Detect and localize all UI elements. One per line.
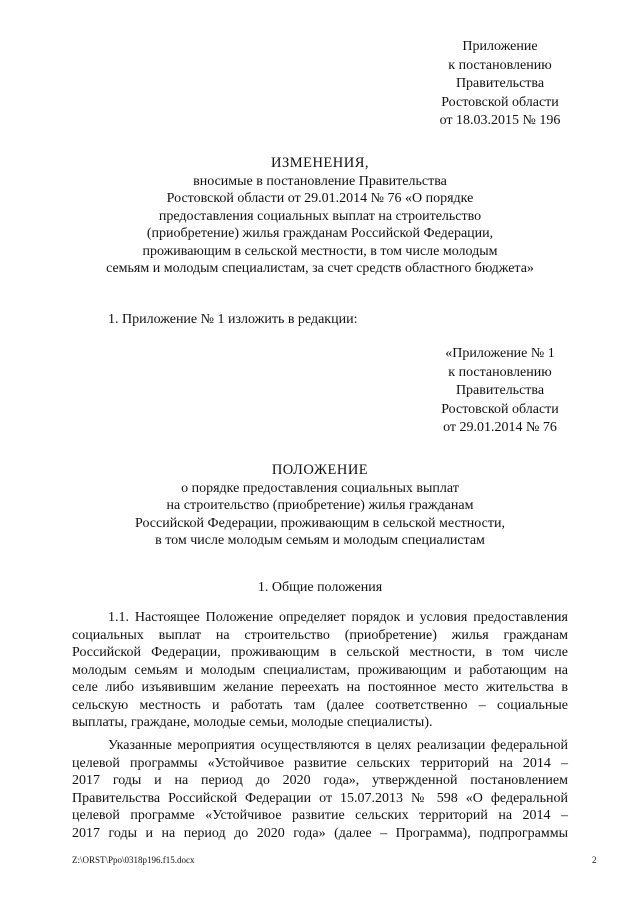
changes-line: Ростовской области от 29.01.2014 № 76 «О порядке	[166, 191, 474, 206]
paragraph-line: социальных выплат на строительство (приобретение) жилья гражданам	[72, 627, 568, 643]
regulation-line: на строительство (приобретение) жилья гражданам	[166, 498, 474, 513]
regulation-line: Российской Федерации, проживающим в сельской местности,	[135, 515, 505, 531]
changes-line: предоставления социальных выплат на строительство	[158, 208, 482, 224]
annex-inner-line: «Приложение № 1	[445, 346, 555, 361]
paragraph-line: 2017 годы и на период до 2020 года» (далее – Программа), подпрограммы	[72, 825, 568, 841]
paragraph-1-1	[72, 609, 568, 732]
section-1-heading: 1. Общие положения	[257, 580, 383, 595]
paragraph-line: сельскую местность и работать там (далее соответственно – социальные	[72, 697, 568, 713]
regulation-line: о порядке предоставления социальных выплат	[181, 480, 459, 496]
paragraph-line: выплаты, граждане, молодые семьи, молодые специалисты).	[72, 715, 433, 730]
changes-line: вносимые в постановление Правительства	[193, 173, 447, 189]
annex-inner	[410, 345, 590, 438]
paragraph-line: целевой программы «Устойчивое развитие сельских территорий на 2014 –	[72, 755, 568, 771]
annex-inner-line: Правительства	[455, 383, 545, 398]
paragraph-line: Указанные мероприятия осуществляются в целях реализации федеральной	[108, 738, 568, 753]
paragraph-2	[72, 737, 568, 842]
footer-file-path: Z:\ORST\Ppo\0318p196.f15.docx	[72, 855, 195, 865]
annex-top	[400, 38, 600, 131]
regulation-heading: ПОЛОЖЕНИЕ	[271, 462, 369, 478]
paragraph-line: селе либо изъявившим желание переехать на постоянное место жительства в	[72, 680, 568, 695]
paragraph-line: 2017 годы и на период до 2020 года», утвержденной постановлением	[72, 773, 568, 788]
footer-page-number: 2	[592, 855, 597, 865]
regulation-title-block	[72, 462, 568, 550]
annex-inner-line: от 29.01.2014 № 76	[443, 420, 557, 435]
annex-inner-line: к постановлению	[448, 364, 552, 380]
regulation-line: в том числе молодым семьям и молодым специалистам	[155, 533, 485, 548]
paragraph-line: молодым семьям и молодым специалистам, проживающим и работающим на	[72, 662, 568, 678]
item-1: 1. Приложение № 1 изложить в редакции:	[108, 312, 358, 327]
annex-top-line: Правительства	[455, 76, 545, 91]
changes-line: проживающим в сельской местности, в том числе молодым	[142, 243, 498, 259]
changes-line: семьям и молодым специалистам, за счет средств областного бюджета»	[106, 261, 534, 276]
changes-title-block	[72, 155, 568, 278]
paragraph-line: целевой программе «Устойчивое развитие сельских территорий на 2014 –	[72, 808, 568, 823]
annex-top-line: Приложение	[462, 39, 538, 54]
changes-heading: ИЗМЕНЕНИЯ,	[270, 155, 370, 171]
annex-inner-line: Ростовской области	[441, 401, 559, 417]
annex-top-line: от 18.03.2015 № 196	[439, 113, 561, 128]
paragraph-line: 1.1. Настоящее Положение определяет порядок и условия предоставления	[108, 610, 568, 625]
paragraph-line: Правительства Российской Федерации от 15.07.2013 № 598 «О федеральной	[72, 790, 568, 806]
paragraph-line: Российской Федерации, проживающим в сельской местности, в том числе	[72, 645, 568, 660]
annex-top-line: Ростовской области	[441, 94, 559, 110]
annex-top-line: к постановлению	[448, 57, 552, 73]
changes-line: (приобретение) жилья гражданам Российской Федерации,	[146, 226, 494, 241]
